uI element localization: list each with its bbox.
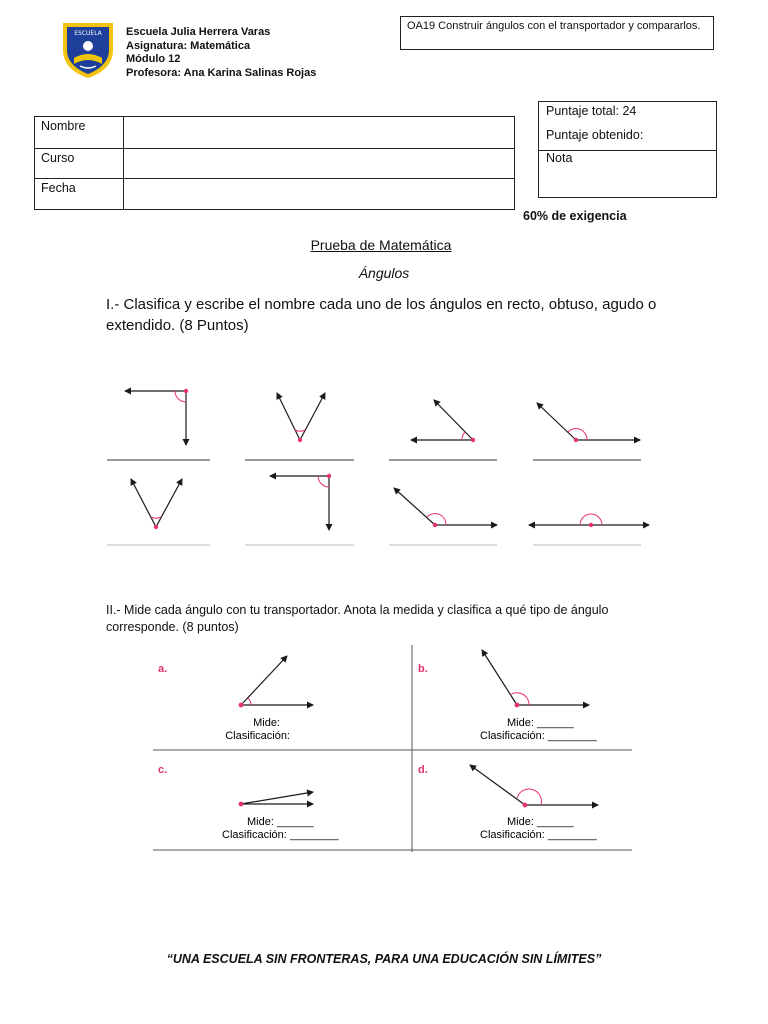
logo-text: ESCUELA	[74, 30, 102, 37]
date-row[interactable]	[35, 178, 514, 210]
obtained-score[interactable]: Puntaje obtenido:	[546, 128, 644, 142]
name-label: Nombre	[41, 119, 86, 133]
panel-a-classification[interactable]: Clasificación:	[225, 730, 290, 742]
section2-instruction: II.- Mide cada ángulo con tu transportador. Anota la medida y clasifica a qué tipo de ángulo corresponde. (8 puntos)	[106, 603, 609, 634]
section2-panels	[0, 640, 768, 860]
panel-c-classification[interactable]: Clasificación: ________	[222, 829, 339, 841]
total-score: Puntaje total: 24	[546, 104, 637, 118]
panel-b-classification[interactable]: Clasificación: ________	[480, 730, 597, 742]
angle-figure-3	[411, 400, 475, 442]
panel-d-classification[interactable]: Clasificación: ________	[480, 829, 597, 841]
angle-figure-8	[529, 514, 649, 527]
panel-c-letter: c.	[158, 764, 168, 776]
panel-b	[418, 650, 598, 742]
angle-figure-2	[277, 393, 325, 442]
school-info	[126, 26, 316, 80]
section1-angles	[0, 370, 768, 560]
score-box	[538, 101, 717, 198]
name-row[interactable]	[35, 117, 514, 148]
table-divider	[123, 117, 124, 209]
panel-d	[418, 764, 598, 841]
angle-figure-6	[270, 474, 331, 530]
teacher: Profesora: Ana Karina Salinas Rojas	[126, 66, 317, 79]
panel-a-measure[interactable]: Mide:	[253, 717, 280, 729]
grade-label[interactable]: Nota	[546, 151, 573, 165]
date-label: Fecha	[41, 181, 76, 195]
panel-d-measure[interactable]: Mide: ______	[507, 816, 574, 828]
panel-d-letter: d.	[418, 764, 428, 776]
angle-figure-4	[537, 403, 640, 442]
panel-c	[158, 764, 340, 841]
section1-instruction: I.- Clasifica y escribe el nombre cada uno de los ángulos en recto, obtuso, agudo o extendido. (8 Puntos)	[106, 296, 657, 334]
module: Módulo 12	[126, 53, 181, 65]
school-name: Escuela Julia Herrera Varas	[126, 26, 271, 38]
panel-c-measure[interactable]: Mide: ______	[247, 816, 314, 828]
requirement-text: 60% de exigencia	[523, 209, 627, 223]
angle-figure-5	[131, 479, 182, 529]
page-title	[0, 237, 768, 253]
course-label: Curso	[41, 151, 75, 165]
subject: Asignatura: Matemática	[126, 39, 251, 52]
page-title-text: Prueba de Matemática	[310, 237, 452, 253]
course-row[interactable]	[35, 148, 514, 179]
school-logo	[58, 20, 118, 80]
logo-shield-icon	[58, 20, 118, 80]
panel-b-letter: b.	[418, 663, 428, 675]
student-info-table	[34, 116, 515, 210]
objective-box: OA19 Construir ángulos con el transportador y compararlos.	[400, 16, 714, 50]
footer-motto: “UNA ESCUELA SIN FRONTERAS, PARA UNA EDUCACIÓN SIN LÍMITES”	[166, 952, 602, 966]
panel-b-measure[interactable]: Mide: ______	[507, 717, 574, 729]
angle-figure-7	[394, 488, 497, 527]
panel-a	[158, 656, 313, 742]
panel-a-letter: a.	[158, 663, 168, 675]
angle-figure-1	[125, 389, 188, 445]
page-subtitle: Ángulos	[358, 265, 410, 281]
